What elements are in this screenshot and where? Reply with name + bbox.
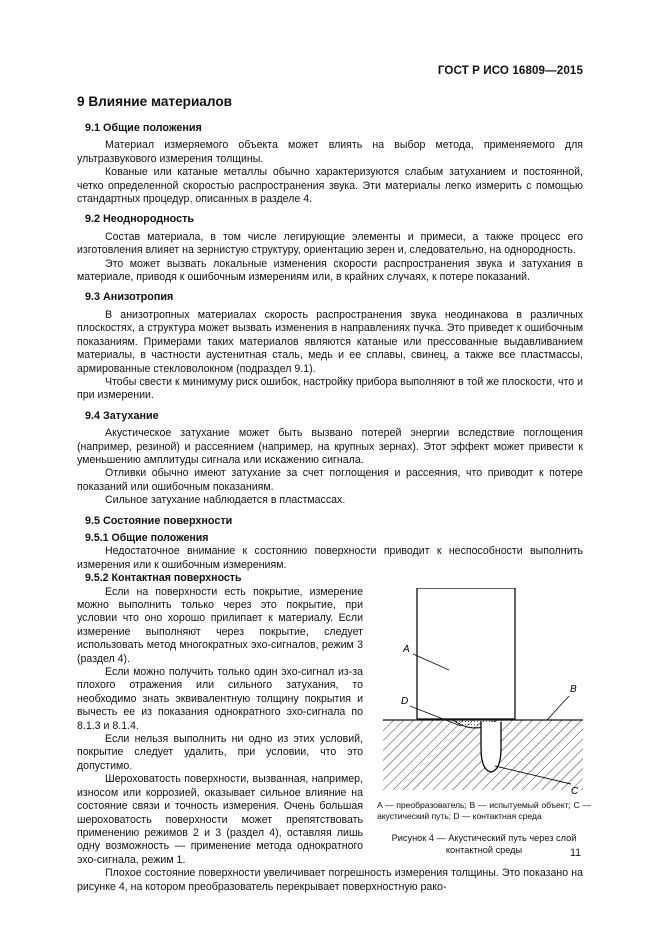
paragraph: Сильное затухание наблюдается в пластмассах. — [105, 494, 346, 507]
paragraph: Материал измеряемого объекта может влиять на выбор метода, применяемого для ультразвукового измерения толщины. — [77, 139, 583, 165]
paragraph: Чтобы свести к минимуму риск ошибок, настройку прибора выполняют в той же плоскости, что и при измерении. — [77, 375, 583, 402]
section-9-4-title: 9.4 Затухание — [85, 409, 159, 422]
paragraph: Акустическое затухание может быть вызвано потерей энергии вследствие поглощения (например, резиной) и рассеянием (например, на крупных зернах). Этот эффект может привести к уменьшению амплитуды сигнала или искажению сигнала. — [77, 427, 583, 466]
standard-header: ГОСТ Р ИСО 16809—2015 — [437, 64, 583, 77]
section-9-5-2-title: 9.5.2 Контактная поверхность — [85, 572, 242, 585]
transducer — [417, 588, 515, 719]
figure-caption: Рисунок 4 — Акустический путь через слой контактной среды — [391, 833, 577, 856]
section-9-1-title: 9.1 Общие положения — [85, 122, 202, 134]
figure-4 — [377, 588, 591, 857]
paragraph: Если нельзя выполнить ни одно из этих условий, покрытие следует удалить, при условии, что это допустимо. — [77, 733, 363, 772]
paragraph: Если на поверхности есть покрытие, измерение можно выполнить только через это покрытие, при условии что оно хорошо прилипает к материалу. Если измерение выполняют через покрытие, следует использовать метод многократных эхо-сигналов, режим 3 (раздел 4). — [77, 585, 363, 665]
figure-legend: A — преобразователь; B — испытуемый объект; C — акустический путь; D — контактная среда — [377, 799, 591, 821]
paragraph: Состав материала, в том числе легирующие элементы и примеси, а также процесс его изготовления влияет на зернистую структуру, ориентацию зерен и, следовательно, на однородность. — [77, 230, 583, 257]
paragraph: В анизотропных материалах скорость распространения звука неодинакова в различных плоскостях, а структура может вызвать изменения в направлениях пучка. Это приведет к ошибочным показаниям. Примерами таких материалов являются катаные или прессованные выдавливанием материалы, в частности аустенитная сталь, медь и ее сплавы, свинец, а также все пластмассы, армированные стекловолокном (подраздел 9.1). — [77, 308, 583, 375]
label-d: D — [401, 695, 409, 707]
label-a: A — [403, 643, 410, 655]
contact-path-diagram — [377, 588, 591, 798]
label-b: B — [570, 683, 577, 695]
page-content — [77, 93, 591, 894]
section-9-5-title: 9.5 Состояние поверхности — [85, 514, 233, 527]
label-c: C — [571, 785, 579, 797]
paragraph: Плохое состояние поверхности увеличивает погрешность измерения толщины. Это показано на рисунке 4, на котором преобразователь перекрывает поверхностную рако- — [77, 867, 583, 893]
paragraph: Отливки обычно имеют затухание за счет поглощения и рассеяния, что приводит к потере показаний или ошибочным показаниям. — [77, 467, 583, 493]
section-9-5-1-title: 9.5.1 Общие положения — [85, 531, 209, 544]
paragraph: Кованые или катаные металлы обычно характеризуются слабым затуханием и постоянной, четко определенной скоростью распространения звука. Эти материалы легко измерить с помощью стандартных процедур, описанных в разделе 4. — [77, 166, 583, 206]
paragraph: Если можно получить только один эхо-сигнал из-за плохого отражения или сильного затухания, то необходимо знать эквивалентную толщину покрытия и вычесть ее из показания однократного эхо-сигнала по 8.1.3 и 8.1.4. — [77, 666, 363, 732]
page-number: 11 — [570, 847, 581, 859]
paragraph: Недостаточное внимание к состоянию поверхности приводит к неспособности выполнить измерения или к ошибочным измерениям. — [77, 545, 583, 571]
section-9-3-title: 9.3 Анизотропия — [85, 291, 174, 304]
paragraph: Шероховатость поверхности, вызванная, например, износом или коррозией, оказывает сильное влияние на состояние связи и точность измерения. Очень большая шероховатость поверхности может препятствовать применению режимов 2 и 3 (раздел 4), оставляя лишь одну возможность — применение метода однократного эхо-сигнала, режим 1. — [77, 773, 363, 866]
acoustic-path — [481, 722, 501, 772]
section-9-2-title: 9.2 Неоднородность — [85, 213, 195, 226]
paragraph: Это может вызвать локальные изменения скорости распространения звука и затухания в материале, приводя к ошибочным измерениям или, в крайних случаях, к потере показаний. — [77, 257, 583, 284]
chapter-title: 9 Влияние материалов — [77, 94, 232, 109]
